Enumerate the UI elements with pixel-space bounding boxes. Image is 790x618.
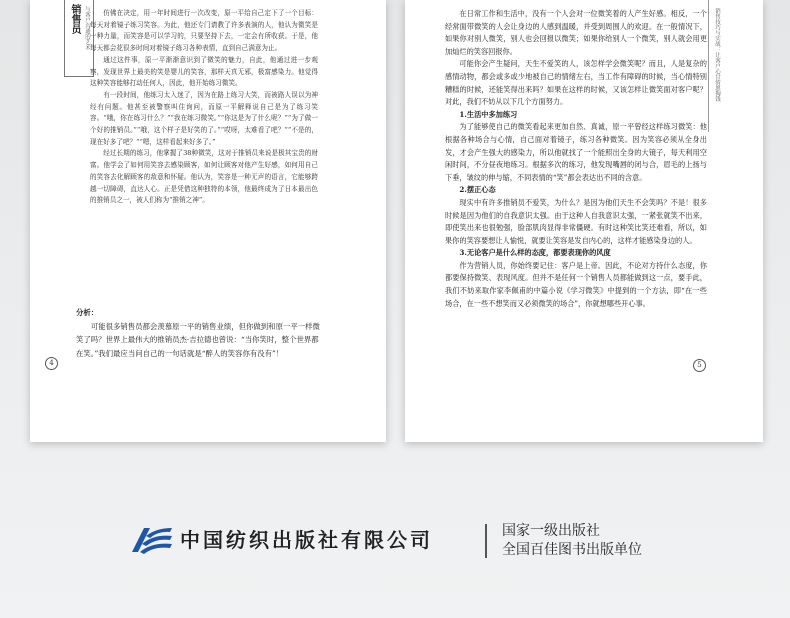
left-body-text bbox=[90, 8, 318, 290]
badge-text: 销售技巧与实战：让客户心甘情愿掏钱 bbox=[714, 8, 720, 102]
analysis-text: 可能很多销售员都会羡慕原一平的销售业绩，但你做到和原一平一样微笑了吗？世界上最伟大的推销员杰·吉拉德也曾说：“当你笑时，整个世界都在笑。”我们最应当问自己的一句话就是“醉人的笑容你有没有”！ bbox=[76, 321, 320, 358]
paragraph: 经过长期的练习，他掌握了38种微笑，这对于推销员来说是极其宝贵的财富。他学会了如何用笑容去感染顾客，如何让顾客对他产生好感，如何用自己的笑容去化解顾客的敌意和怀疑。他认为，笑容是一种无声的语言，它能够跨越一切障碍，直达人心。正是凭借这种独特的本领，他最终成为了日本最出色的推销员之一，被人们称为“推销之神”。 bbox=[90, 149, 318, 205]
tagline-award: 全国百佳图书出版单位 bbox=[502, 542, 642, 558]
analysis-block bbox=[76, 306, 320, 360]
section-heading: 1.生活中多加练习 bbox=[459, 109, 518, 119]
divider bbox=[485, 524, 487, 558]
tagline-national: 国家一级出版社 bbox=[502, 523, 600, 539]
paragraph: 仿佛在决定，用一年时间进行一次改变，原一平给自己定下了一个目标：每天对着镜子练习笑容。为此，他还专门请教了许多表演的人，他认为微笑是一种力量，而笑容是可以学习的，只要坚持下去，一定会有所收获。于是，他每天都会花很多时间对着镜子练习各种表情，直到自己满意为止。 bbox=[90, 9, 318, 53]
publisher-logo-icon bbox=[128, 522, 174, 558]
paragraph: 通过这件事，原一平渐渐意识到了微笑的魅力，自此，他通过进一步观察，发现世界上最美的笑是婴儿的笑容，那样天真无邪，极富感染力。他觉得这种笑容能够打动任何人，因此，他开始练习微笑。 bbox=[90, 55, 318, 88]
publisher-footer bbox=[0, 442, 790, 618]
section-heading: 3.无论客户是什么样的态度，都要表现你的风度 bbox=[459, 248, 611, 258]
publisher-name: 中国纺织出版社有限公司 bbox=[180, 528, 433, 552]
left-page-number: 4 bbox=[45, 357, 58, 370]
right-page-number: 5 bbox=[693, 359, 706, 372]
paragraph: 有一段时间，他练习太入迷了，因为在路上练习大笑，而被路人误以为神经有问题。他甚至被警察叫住询问，而原一平解释说自己是为了练习笑容。“哦，你在练习什么？”“我在练习微笑。”“你这是为了什么呢？”“为了做一个好的推销员。”“哦，这个样子是好笑的了。”“哎呀，太难看了吧？”“不是的，现在好多了吧？”“嗯，这样看起来好多了。” bbox=[90, 90, 318, 146]
chapter-subtitle: 与客户沟通的艺术 bbox=[84, 6, 90, 50]
paragraph: 为了能够使自己的微笑看起来更加自然、真诚，原一平曾经这样练习微笑：他根据各种场合与心情，自己面对着镜子，练习各种微笑。因为笑容必须从全身出发，才会产生强大的感染力，所以他就找了一个能照出全身的大镜子，每天利用空闲时间，不分昼夜地练习。根据多次的练习，他发现嘴唇的闭与合，眉毛的上扬与下垂，皱纹的伸与缩，不同表情的“笑”都会表达出不同的含意。 bbox=[445, 122, 707, 182]
chapter-badge bbox=[708, 0, 723, 132]
section-heading: 2.摆正心态 bbox=[459, 185, 496, 195]
paragraph: 作为营销人员，你始终要记住：客户是上帝。因此，不论对方持什么态度，你都要保持微笑、表现风度。但并不是任何一个销售人员都能做到这一点，要手此，我们不妨来取作家李佩甫的中篇小说《学习微笑》中提到的一个方法，即“在一些场合，在一些不想笑而又必须微笑的场合”，你就想哪些开心事。 bbox=[445, 260, 707, 308]
paragraph: 可能你会产生疑问，天生不爱笑的人，该怎样学会微笑呢？而且，人是复杂的感情动物，都会或多或少地被自己的情绪左右，当工作有障碍的时候，当心情特别糟糕的时候，还能笑得出来吗？如果在这样的时候，又该怎样让微笑面对客户呢？对此，我们不妨从以下几个方面努力。 bbox=[445, 59, 707, 107]
chapter-title: 销售员 bbox=[69, 4, 80, 34]
analysis-label: 分析： bbox=[76, 308, 99, 317]
right-body-text bbox=[445, 8, 707, 364]
paragraph: 在日常工作和生活中，没有一个人会对一位微笑着的人产生好感。相反，一个经常面带微笑的人会让身边的人感到温暖，并受到周围人的欢迎。在一般情况下，如果你对别人微笑，别人也会回报以微笑；如果你给别人一个微笑，别人就会用更加灿烂的笑容回报你。 bbox=[445, 9, 707, 56]
paragraph: 现实中有许多推销员不爱笑，为什么？是因为他们天生不会笑吗？不是！很多时候是因为他们的自我意识太强。由于这种人自我意识太强，一紧张就笑不出来，即使笑出来也很勉强，脸部肌肉显得非常僵硬。有时这种笑比笑还难看，所以，如果你的笑容要想让人愉悦，就要让笑容是发自内心的，这样才能感染身边的人。 bbox=[445, 197, 707, 245]
right-page bbox=[405, 0, 763, 442]
